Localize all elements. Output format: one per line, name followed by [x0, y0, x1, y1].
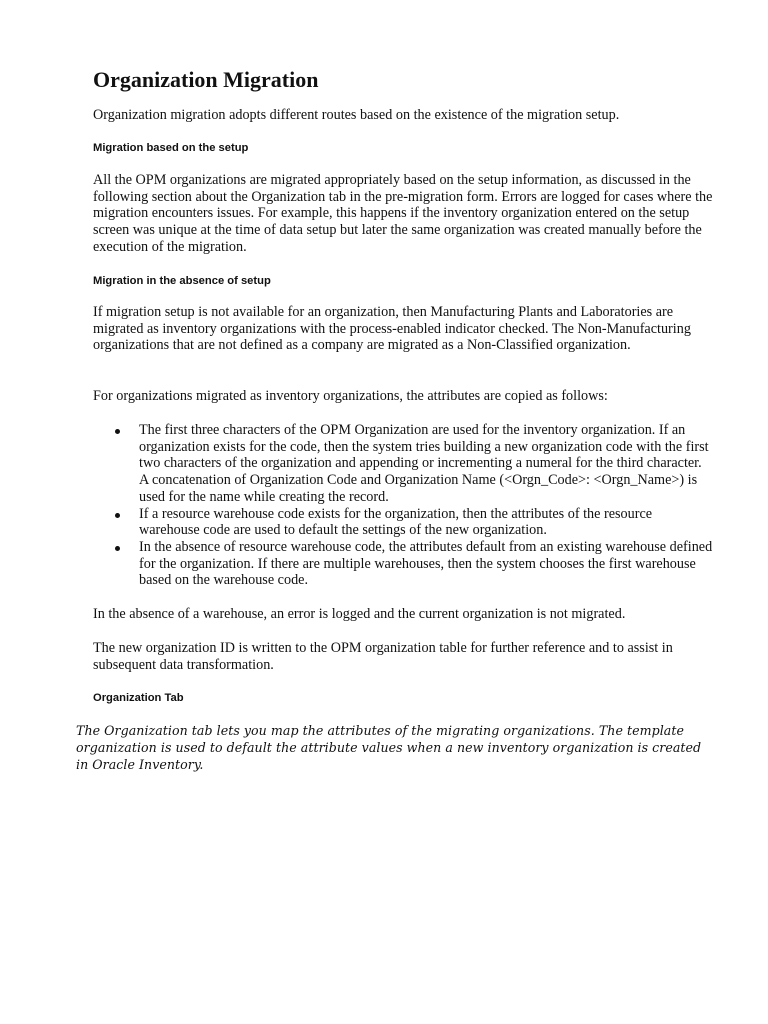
section-heading-setup: Migration based on the setup [93, 142, 249, 154]
list-item-text: The first three characters of the OPM Organization are used for the inventory organization. If an organization exists for the code, then the system tries building a new organization code with the first two characters of the organization and appending or incrementing a numeral for the third character. A concatenation of Organization Code and Organization Name (<Orgn_Code>: <Orgn_Name>) is used for the name while creating the record. [139, 422, 709, 505]
section-heading-organization-tab: Organization Tab [93, 692, 184, 704]
page-title: Organization Migration [93, 67, 319, 92]
bullet-dot-icon [115, 546, 120, 551]
section-heading-no-setup: Migration in the absence of setup [93, 275, 271, 287]
intro-paragraph: Organization migration adopts different routes based on the existence of the migration setup. [93, 107, 620, 123]
list-item [93, 539, 713, 589]
no-setup-paragraph: If migration setup is not available for an organization, then Manufacturing Plants and Laboratories are migrated as inventory organizations with the process-enabled indicator checked. The Non-Manufacturing organizations that are not defined as a company are migrated as a Non-Classified organization. [93, 304, 691, 354]
list-item [93, 506, 713, 539]
list-item-text: If a resource warehouse code exists for the organization, then the attributes of the resource warehouse code are used to default the settings of the new organization. [139, 505, 653, 539]
bullet-dot-icon [115, 429, 120, 434]
organization-tab-paragraph: The Organization tab lets you map the attributes of the migrating organizations. The template organization is used to default the attribute values when a new inventory organization is created in Oracle Inventory. [76, 723, 702, 772]
organization-id-paragraph: The new organization ID is written to the OPM organization table for further reference and to assist in subsequent data transformation. [93, 640, 673, 673]
no-warehouse-paragraph: In the absence of a warehouse, an error is logged and the current organization is not migrated. [93, 606, 626, 622]
attribute-bullet-list [93, 422, 713, 589]
list-item [93, 422, 713, 506]
setup-paragraph: All the OPM organizations are migrated appropriately based on the setup information, as discussed in the following section about the Organization tab in the pre-migration form. Errors are logged for cases where the migration encounters issues. For example, this happens if the inventory organization entered on the setup screen was unique at the time of data setup but later the same organization was created manually before the execution of the migration. [93, 172, 713, 255]
attributes-lead-paragraph: For organizations migrated as inventory organizations, the attributes are copied as follows: [93, 388, 608, 404]
bullet-dot-icon [115, 513, 120, 518]
list-item-text: In the absence of resource warehouse code, the attributes default from an existing warehouse defined for the organization. If there are multiple warehouses, then the system chooses the first warehouse based on the warehouse code. [139, 538, 713, 589]
